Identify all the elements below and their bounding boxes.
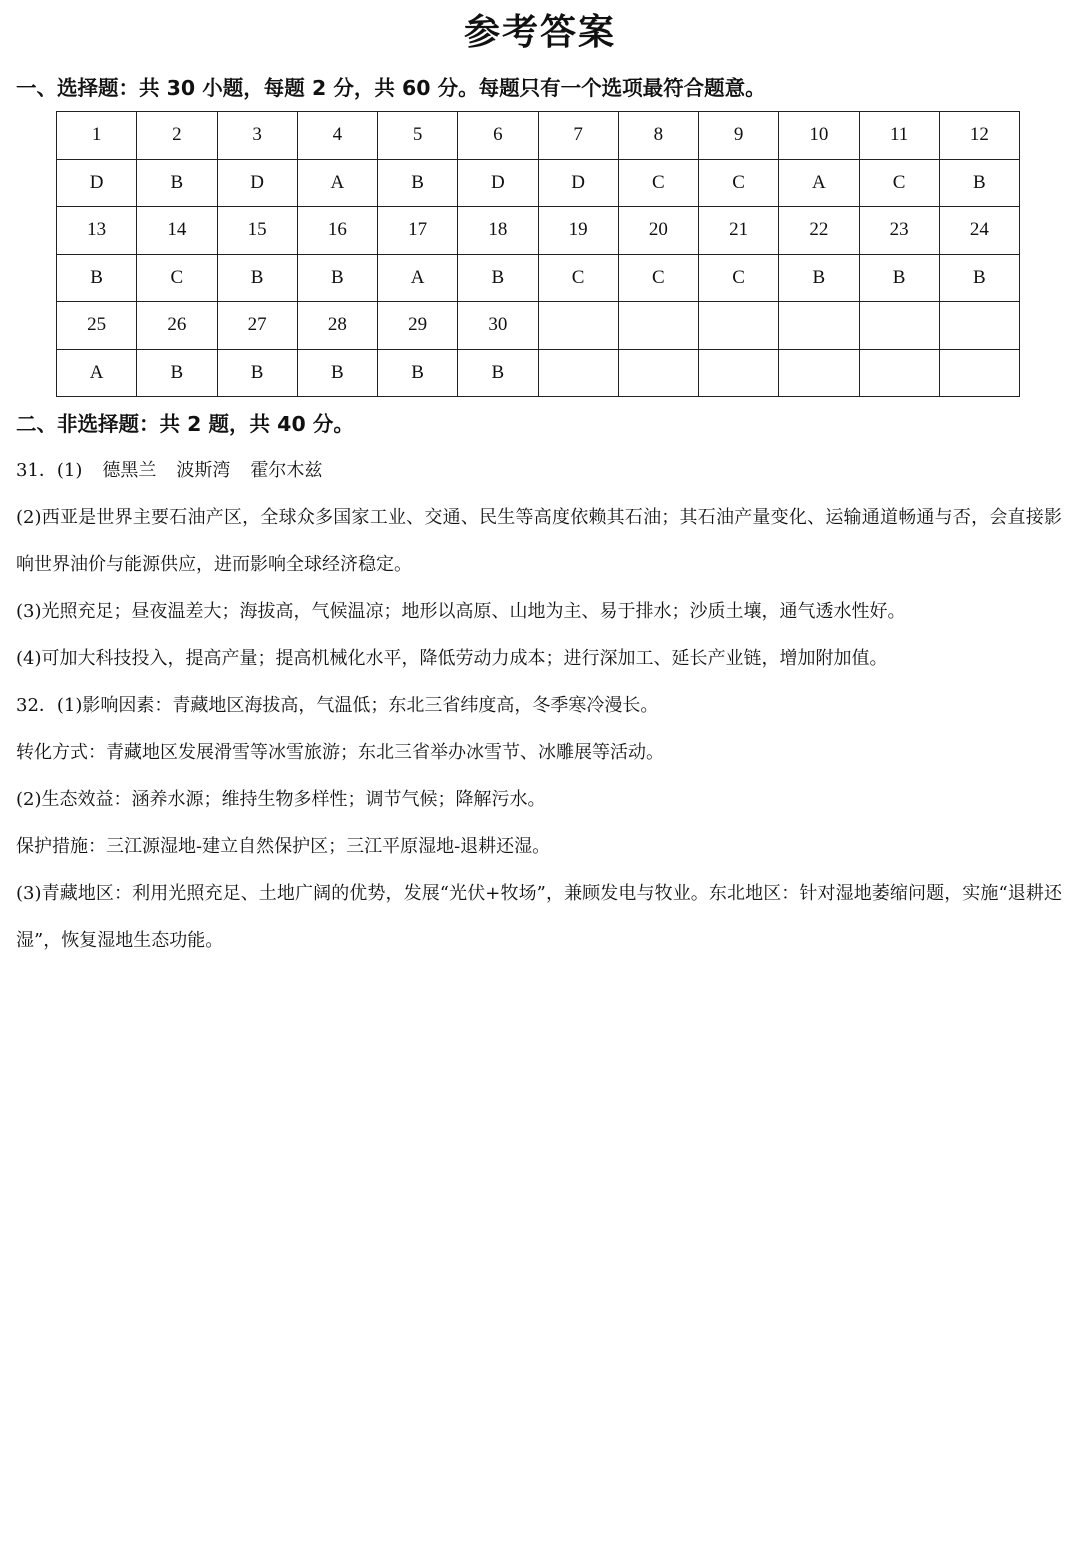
answer-cell [699, 349, 779, 397]
question-number-cell: 10 [779, 112, 859, 160]
question-number-cell: 19 [538, 207, 618, 255]
answer-cell: B [458, 349, 538, 397]
question-number-cell: 5 [378, 112, 458, 160]
q31-part1-prefix: 31．(1) [16, 460, 83, 481]
question-number-cell: 14 [137, 207, 217, 255]
section1-heading: 一、选择题：共 30 小题，每题 2 分，共 60 分。每题只有一个选项最符合题意。 [16, 76, 766, 100]
question-number-cell: 8 [618, 112, 698, 160]
answer-cell: D [538, 159, 618, 207]
question-number-cell: 29 [378, 302, 458, 350]
question-number-cell: 6 [458, 112, 538, 160]
answer-table-body [57, 112, 1020, 397]
answer-cell: A [378, 254, 458, 302]
question-number-cell: 3 [217, 112, 297, 160]
answer-cell [939, 349, 1019, 397]
answer-cell: C [859, 159, 939, 207]
q32-part3: (3)青藏地区：利用光照充足、土地广阔的优势，发展“光伏+牧场”，兼顾发电与牧业。东北地区：针对湿地萎缩问题，实施“退耕还湿”，恢复湿地生态功能。 [16, 883, 1062, 951]
question-number-cell: 9 [699, 112, 779, 160]
answer-cell: D [57, 159, 137, 207]
answer-row [57, 254, 1020, 302]
question-number-cell [859, 302, 939, 350]
answer-cell: D [458, 159, 538, 207]
question-number-cell [618, 302, 698, 350]
answer-cell [859, 349, 939, 397]
answer-cell: A [297, 159, 377, 207]
answer-cell: C [699, 254, 779, 302]
answer-cell [538, 349, 618, 397]
question-number-cell: 22 [779, 207, 859, 255]
answer-row [57, 159, 1020, 207]
answer-cell: C [137, 254, 217, 302]
answer-cell: B [137, 349, 217, 397]
question-number-cell [779, 302, 859, 350]
answer-cell: C [699, 159, 779, 207]
question-number-cell: 26 [137, 302, 217, 350]
q31-answer-item: 德黑兰 [102, 460, 157, 481]
answer-cell: C [538, 254, 618, 302]
answer-cell: B [297, 254, 377, 302]
q31-part4: (4)可加大科技投入，提高产量；提高机械化水平，降低劳动力成本；进行深加工、延长产业链，增加附加值。 [16, 648, 888, 669]
question-number-cell: 4 [297, 112, 377, 160]
section2-heading: 二、非选择题：共 2 题，共 40 分。 [16, 412, 354, 436]
question-number-cell: 30 [458, 302, 538, 350]
page-title: 参考答案 [463, 12, 616, 53]
answer-cell: D [217, 159, 297, 207]
question-number-cell: 17 [378, 207, 458, 255]
answer-cell: C [618, 254, 698, 302]
answer-cell [618, 349, 698, 397]
question-number-cell: 27 [217, 302, 297, 350]
answer-cell: B [378, 159, 458, 207]
q31-part1 [16, 447, 1062, 494]
question-number-cell [538, 302, 618, 350]
question-number-cell: 7 [538, 112, 618, 160]
answer-cell: B [378, 349, 458, 397]
question-number-cell: 16 [297, 207, 377, 255]
question-number-cell: 25 [57, 302, 137, 350]
q32-part2: (2)生态效益：涵养水源；维持生物多样性；调节气候；降解污水。 [16, 789, 546, 810]
question-number-cell: 24 [939, 207, 1019, 255]
question-number-cell: 12 [939, 112, 1019, 160]
answer-cell: B [217, 349, 297, 397]
q31-answer-item: 霍尔木兹 [250, 460, 323, 481]
question-number-row [57, 207, 1020, 255]
answer-cell: C [618, 159, 698, 207]
answer-table [56, 111, 1020, 397]
answer-cell: B [57, 254, 137, 302]
q32-part2-protection: 保护措施：三江源湿地-建立自然保护区；三江平原湿地-退耕还湿。 [16, 836, 551, 857]
q31-part3: (3)光照充足；昼夜温差大；海拔高，气候温凉；地形以高原、山地为主、易于排水；沙质土壤，通气透水性好。 [16, 601, 906, 622]
q32-part1: 32．(1)影响因素：青藏地区海拔高，气温低；东北三省纬度高，冬季寒冷漫长。 [16, 695, 659, 716]
question-number-cell: 23 [859, 207, 939, 255]
answer-cell: B [939, 159, 1019, 207]
answer-row [57, 349, 1020, 397]
answer-cell: B [458, 254, 538, 302]
question-number-cell: 11 [859, 112, 939, 160]
answer-cell: B [779, 254, 859, 302]
question-number-cell: 2 [137, 112, 217, 160]
q32-part1-conversion: 转化方式：青藏地区发展滑雪等冰雪旅游；东北三省举办冰雪节、冰雕展等活动。 [16, 742, 664, 763]
answer-cell: A [57, 349, 137, 397]
answer-cell: A [779, 159, 859, 207]
answer-cell: B [297, 349, 377, 397]
question-number-cell [939, 302, 1019, 350]
answer-cell: B [859, 254, 939, 302]
question-number-cell: 13 [57, 207, 137, 255]
answer-cell: B [137, 159, 217, 207]
question-number-cell: 28 [297, 302, 377, 350]
question-number-row [57, 112, 1020, 160]
question-number-cell [699, 302, 779, 350]
question-number-cell: 18 [458, 207, 538, 255]
answer-cell [779, 349, 859, 397]
answer-cell: B [217, 254, 297, 302]
answer-cell: B [939, 254, 1019, 302]
question-number-cell: 21 [699, 207, 779, 255]
q31-answer-item: 波斯湾 [176, 460, 231, 481]
question-number-cell: 1 [57, 112, 137, 160]
question-number-row [57, 302, 1020, 350]
question-number-cell: 15 [217, 207, 297, 255]
question-number-cell: 20 [618, 207, 698, 255]
q31-part2: (2)西亚是世界主要石油产区，全球众多国家工业、交通、民生等高度依赖其石油；其石油产量变化、运输通道畅通与否，会直接影响世界油价与能源供应，进而影响全球经济稳定。 [16, 507, 1062, 575]
